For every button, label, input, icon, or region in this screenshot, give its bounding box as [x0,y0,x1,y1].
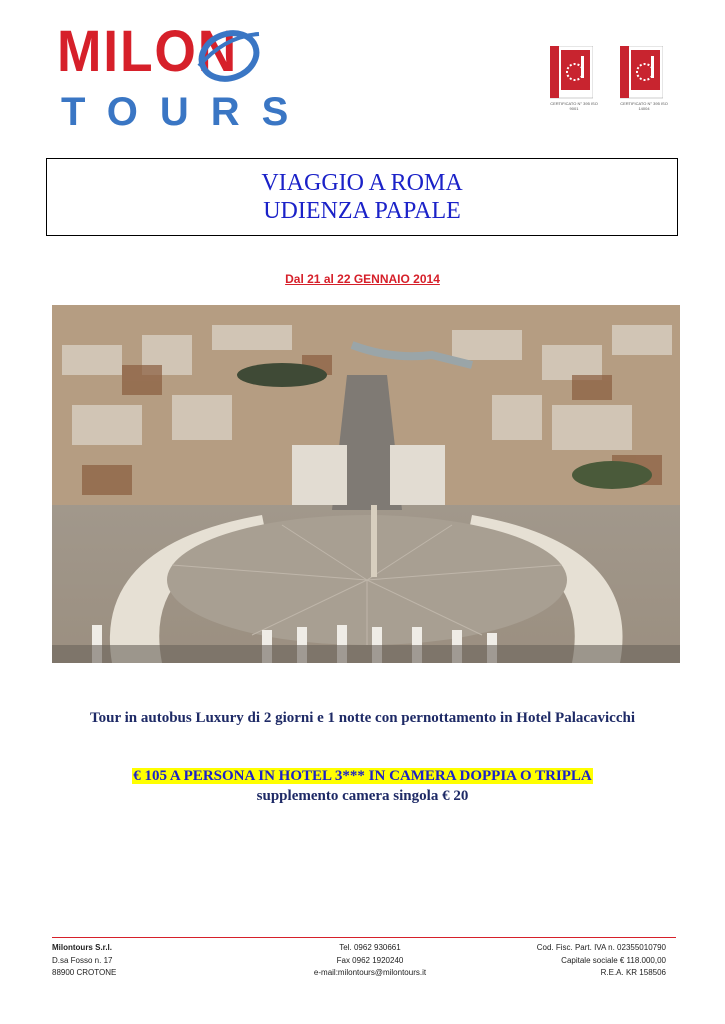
footer-company [52,942,252,980]
title-line-1: VIAGGIO A ROMA [261,170,463,196]
title-line-2: UDIENZA PAPALE [263,198,461,224]
logo-swoosh-icon [195,26,263,82]
certificate-badge [620,46,668,111]
logo-top-text: MILON [57,19,239,84]
dates-label: Dal 21 al 22 GENNAIO 2014 [285,272,440,286]
certificate-caption: CERTIFICATO N° 395 ISO 9001 [550,101,598,111]
single-room-supplement: supplemento camera singola € 20 [256,788,469,804]
footer-divider [52,937,676,938]
milon-tours-logo [57,19,311,134]
st-peters-square-photo [52,305,680,663]
dimitto-certificate-icon [620,46,663,101]
dates-text [0,272,725,286]
rea-number: R.E.A. KR 158506 [600,968,666,977]
price-highlight: € 105 A PERSONA IN HOTEL 3*** IN CAMERA DOPPIA O TRIPLA [133,768,592,784]
st-peters-square-illustration [52,305,680,663]
email-link[interactable]: e-mail:milontours@milontours.it [313,968,427,977]
company-address: D.sa Fosso n. 17 [52,955,113,965]
footer-contacts [285,942,455,980]
vat-number: Cod. Fisc. Part. IVA n. 02355010790 [536,943,666,952]
title-box [46,158,678,236]
logo-bottom-text: TOURS [61,90,311,134]
certificate-badge [550,46,598,111]
certificate-caption: CERTIFICATO N° 395 ISO 14004 [620,101,668,111]
tour-description: Tour in autobus Luxury di 2 giorni e 1 notte con pernottamento in Hotel Palacavicchi [89,710,636,726]
dimitto-certificate-icon [550,46,593,101]
phone-number: Tel. 0962 930661 [339,943,401,952]
price-line [0,767,725,786]
share-capital: Capitale sociale € 118.000,00 [561,955,666,965]
company-name: Milontours S.r.l. [52,943,113,952]
fax-number: Fax 0962 1920240 [336,955,404,965]
company-city: 88900 CROTONE [52,968,117,977]
footer-legal [470,942,666,980]
